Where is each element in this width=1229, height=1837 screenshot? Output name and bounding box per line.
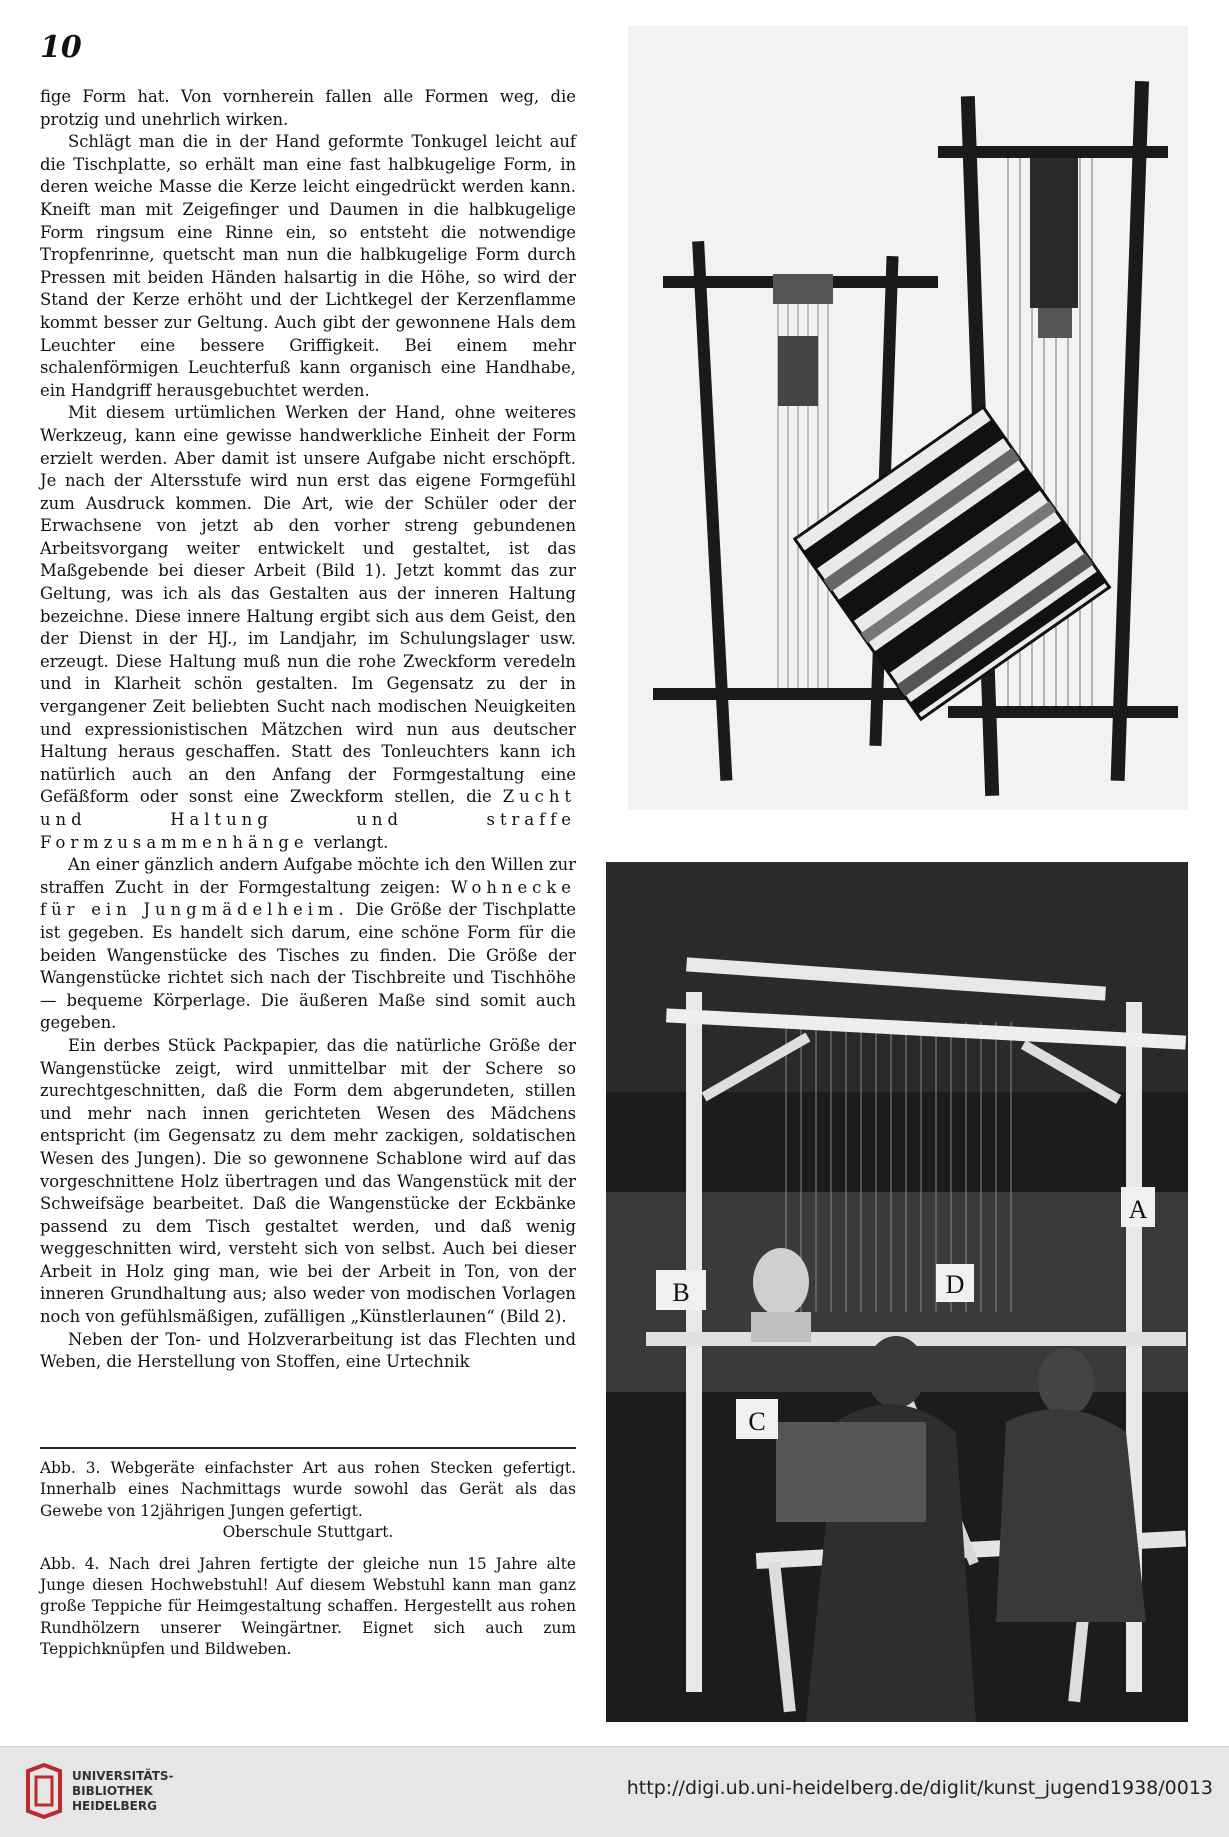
emphasized-phrase: Zucht und Haltung und straffe Formzusammenhänge xyxy=(40,787,576,852)
label-b: B xyxy=(672,1278,690,1307)
paragraph-text: Die Größe der Tischplatte ist gegeben. Es handelt sich darum, eine schöne Form für die beiden Wangenstücke des Tisches zu finden. Die Größe der Wangenstücke richtet sich nach der Tischbreite und Tischhöhe — bequeme Körperlage. Die äußeren Maße sind somit auch gegeben. xyxy=(40,900,576,1033)
library-footer xyxy=(0,1746,1229,1837)
paragraph: Ein derbes Stück Packpapier, das die natürliche Größe der Wangenstücke zeigt, wird unmittelbar mit der Schere so zurechtgeschnitten, daß die Form dem abgerundeten, stillen und mehr nach innen gerichteten Wesen des Mädchens entspricht (im Gegensatz zu dem mehr zackigen, soldatischen Wesen des Jungen). Die so gewonnene Schablone wird auf das vorgeschnittene Holz übertragen und das Wangenstück mit der Schweifsäge bearbeitet. Daß die Wangenstücke der Eckbänke passend zu dem Tisch gestaltet werden, und daß wenig weggeschnitten wird, versteht sich von selbst. Auch bei dieser Arbeit in Holz ging man, wie bei der Arbeit in Ton, von der inneren Grundhaltung aus; also weder von modischen Vorlagen noch von gefühlsmäßigen, zufälligen „Künstlerlaunen“ (Bild 2). xyxy=(40,1035,576,1327)
caption-text: Abb. 3. Webgeräte einfachster Art aus rohen Stecken gefertigt. Innerhalb eines Nachmittags wurde sowohl das Gerät als das Gewebe von 12jährigen Jungen gefertigt. xyxy=(40,1459,576,1520)
figure-captions xyxy=(40,1458,576,1671)
source-url-link[interactable]: http://digi.ub.uni-heidelberg.de/diglit/kunst_jugend1938/0013 xyxy=(626,1777,1213,1799)
page-number: 10 xyxy=(40,30,82,65)
paragraph: Schlägt man die in der Hand geformte Tonkugel leicht auf die Tischplatte, so erhält man eine fast halbkugelige Form, in deren weiche Masse die Kerze leicht eingedrückt werden kann. Kneift man mit Zeigefinger und Daumen in die halbkugelige Form ringsum eine Rinne ein, so entsteht die notwendige Tropfenrinne, quetscht man nun die halbkugelige Form durch Pressen mit beiden Händen halsartig in die Höhe, so wird der Stand der Kerze erhöht und der Lichtkegel der Kerzenflamme kommt besser zur Geltung. Auch gibt der gewonnene Hals dem Leuchter eine bessere Griffigkeit. Bei einem mehr schalenförmigen Leuchterfuß kann organisch eine Handhabe, ein Handgriff herausgebuchtet werden. xyxy=(40,132,576,400)
caption-abb3 xyxy=(40,1458,576,1544)
library-name xyxy=(72,1769,174,1814)
paragraph: Neben der Ton- und Holzverarbeitung ist das Flechten und Weben, die Herstellung von Stoffen, eine Urtechnik xyxy=(40,1329,576,1372)
caption-source: Oberschule Stuttgart. xyxy=(222,1523,394,1542)
caption-abb4: Abb. 4. Nach drei Jahren fertigte der gleiche nun 15 Jahre alte Junge diesen Hochwebstuhl! Auf diesem Webstuhl kann man ganz große Teppiche für Heimgestaltung schaffen. Hergestellt aus rohen Rundhölzern unserer Weingärtner. Eignet sich auch zum Teppichknüpfen und Bildweben. xyxy=(40,1554,576,1659)
photo-stick-looms xyxy=(628,26,1188,810)
caption-divider xyxy=(40,1447,576,1449)
paragraph-text: An einer gänzlich andern Aufgabe möchte ich den Willen zur straffen Zucht in der Formgestaltung zeigen: xyxy=(40,855,576,897)
label-c: C xyxy=(748,1407,766,1436)
photo-high-loom xyxy=(606,862,1188,1722)
paragraph-text: verlangt. xyxy=(313,832,389,852)
paragraph: fige Form hat. Von vornherein fallen alle Formen weg, die protzig und unehrlich wirken. xyxy=(40,87,576,129)
paragraph xyxy=(40,402,576,854)
stick-looms-illustration xyxy=(628,26,1188,810)
library-name-line: BIBLIOTHEK xyxy=(72,1784,153,1798)
library-name-line: HEIDELBERG xyxy=(72,1799,157,1813)
paragraph-text: Mit diesem urtümlichen Werken der Hand, ohne weiteres Werkzeug, kann eine gewisse handwerkliche Einheit der Form erzielt werden. Aber damit ist unsere Aufgabe nicht erschöpft. Je nach der Altersstufe wird nun erst das eigene Formgefühl zum Ausdruck kommen. Die Art, wie der Schüler oder der Erwachsene von jetzt ab den vorher streng gebundenen Arbeitsvorgang weiter entwickelt und gestaltet, ist das Maßgebende bei dieser Arbeit (Bild 1). Jetzt kommt das zur Geltung, was ich als das Gestalten aus der inneren Haltung bezeichne. Diese innere Haltung ergibt sich aus dem Geist, den der Dienst in der HJ., im Landjahr, im Schulungslager usw. erzeugt. Diese Haltung muß nun die rohe Zweckform veredeln und in Klarheit schön gestalten. Im Gegensatz zu der in vergangener Zeit beliebten Sucht nach modischen Neuigkeiten und expressionistischen Mätzchen wird nun aus deutscher Haltung heraus geschaffen. Statt des Tonleuchters kann ich natürlich auch an den Anfang der Formgestaltung eine Gefäßform oder sonst eine Zweckform stellen, die xyxy=(40,403,576,807)
paragraph xyxy=(40,854,576,1035)
library-name-line: UNIVERSITÄTS- xyxy=(72,1769,174,1783)
library-logo-icon xyxy=(22,1763,66,1819)
high-loom-illustration xyxy=(606,862,1188,1722)
label-a: A xyxy=(1128,1195,1148,1224)
article-body xyxy=(40,86,576,1374)
emphasized-phrase: Wohnecke für ein Jungmädelheim. xyxy=(40,877,576,920)
label-d: D xyxy=(945,1270,965,1299)
